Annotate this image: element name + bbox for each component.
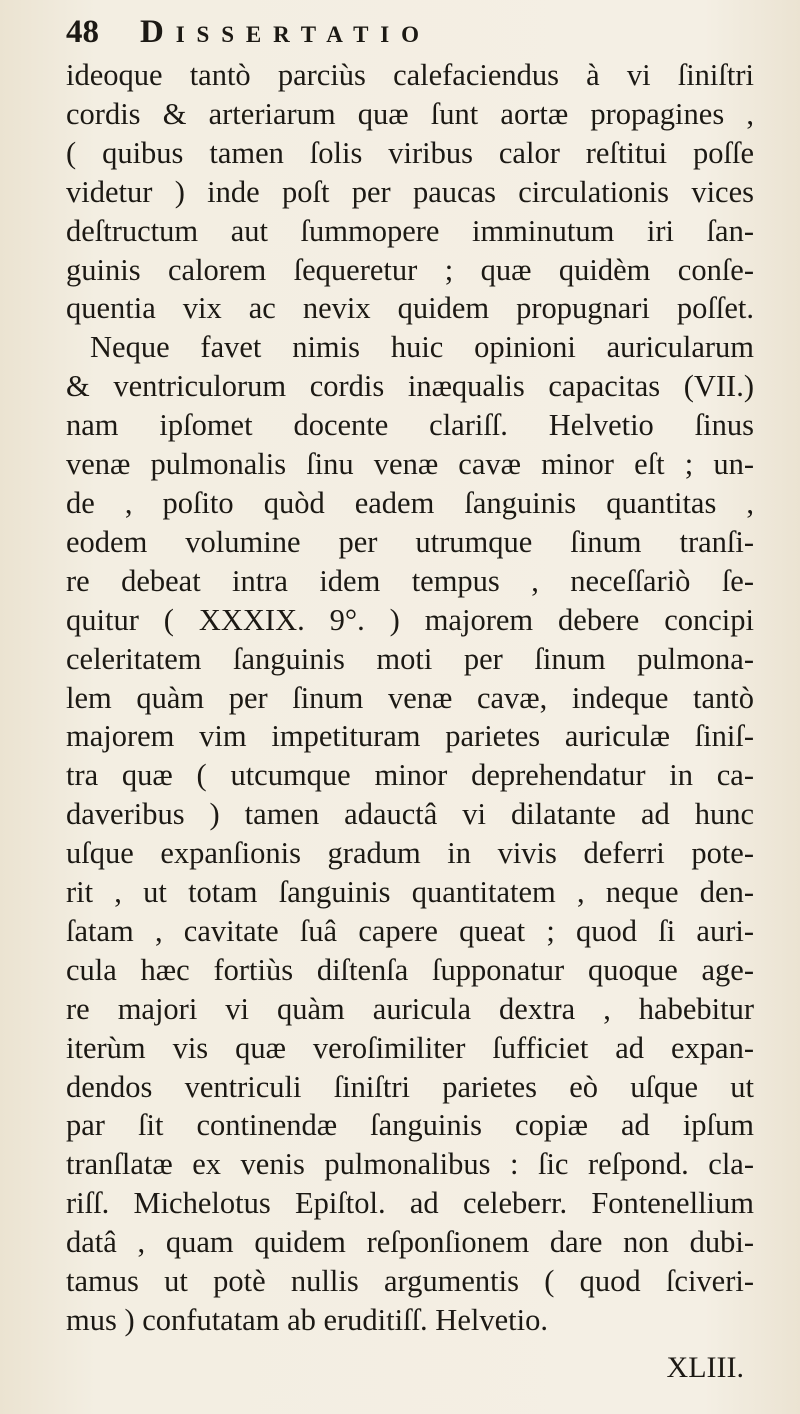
text-line: re majori vi quàm auricula dextra , habebitur	[66, 991, 754, 1026]
text-line: venæ pulmonalis ſinu venæ cavæ minor eſt ; un-	[66, 447, 754, 482]
text-line: rit , ut totam ſanguinis quantitatem , neque den-	[66, 875, 754, 910]
page-header	[66, 10, 754, 54]
text-line: quitur ( XXXIX. 9°. ) majorem debere concipi	[66, 602, 754, 637]
text-line: dendos ventriculi ſiniſtri parietes eò uſque ut	[66, 1069, 754, 1104]
text-line: videtur ) inde poſt per paucas circulationis vices	[66, 174, 754, 209]
text-line: majorem vim impetituram parietes auriculæ ſiniſ-	[66, 719, 754, 754]
text-line: de , poſito quòd eadem ſanguinis quantitas ,	[66, 485, 754, 520]
text-line: tra quæ ( utcumque minor deprehendatur in ca-	[66, 758, 754, 793]
text-line: quentia vix ac nevix quidem propugnari poſſet.	[66, 291, 754, 326]
text-line: tamus ut potè nullis argumentis ( quod ſciveri-	[66, 1264, 754, 1299]
text-line: & ventriculorum cordis inæqualis capacitas (VII.)	[66, 369, 754, 404]
text-line: nam ipſomet docente clariſſ. Helvetio ſinus	[66, 408, 754, 443]
text-line: uſque expanſionis gradum in vivis deferri pote-	[66, 836, 754, 871]
text-line: celeritatem ſanguinis moti per ſinum pulmona-	[66, 641, 754, 676]
text-line: guinis calorem ſequeretur ; quæ quidèm conſe-	[66, 252, 754, 287]
text-line: datâ , quam quidem reſponſionem dare non dubi-	[66, 1225, 754, 1260]
page-number: 48	[66, 14, 99, 50]
text-line: ( quibus tamen ſolis viribus calor reſtitui poſſe	[66, 135, 754, 170]
text-line: daveribus ) tamen adauctâ vi dilatante ad hunc	[66, 797, 754, 832]
text-line: eodem volumine per utrumque ſinum tranſi-	[66, 524, 754, 559]
text-line: lem quàm per ſinum venæ cavæ, indeque tantò	[66, 680, 754, 715]
text-line: mus ) confutatam ab eruditiſſ. Helvetio.	[66, 1303, 548, 1337]
text-line: deſtructum aut ſummopere imminutum iri ſan-	[66, 213, 754, 248]
catchword: XLIII.	[666, 1351, 744, 1384]
text-line: ſatam , cavitate ſuâ capere queat ; quod ſi auri-	[66, 913, 754, 948]
text-line: Neque favet nimis huic opinioni auricularum	[90, 330, 754, 365]
text-line: cula hæc fortiùs diſtenſa ſupponatur quoque age-	[66, 952, 754, 987]
text-line: ideoque tantò parciùs calefaciendus à vi ſiniſtri	[66, 58, 754, 92]
text-line: cordis & arteriarum quæ ſunt aortæ propagines ,	[66, 96, 754, 131]
text-line: riſſ. Michelotus Epiſtol. ad celeberr. Fontenellium	[66, 1186, 754, 1221]
running-title: Dissertatio	[140, 14, 431, 50]
text-line: par ſit continendæ ſanguinis copiæ ad ipſum	[66, 1108, 754, 1143]
text-line: re debeat intra idem tempus , neceſſariò ſe-	[66, 563, 754, 598]
text-line: tranſlatæ ex venis pulmonalibus : ſic reſpond. cla-	[66, 1147, 754, 1182]
text-line: iterùm vis quæ veroſimiliter ſufficiet ad expan-	[66, 1030, 754, 1065]
body-text	[66, 56, 754, 1340]
